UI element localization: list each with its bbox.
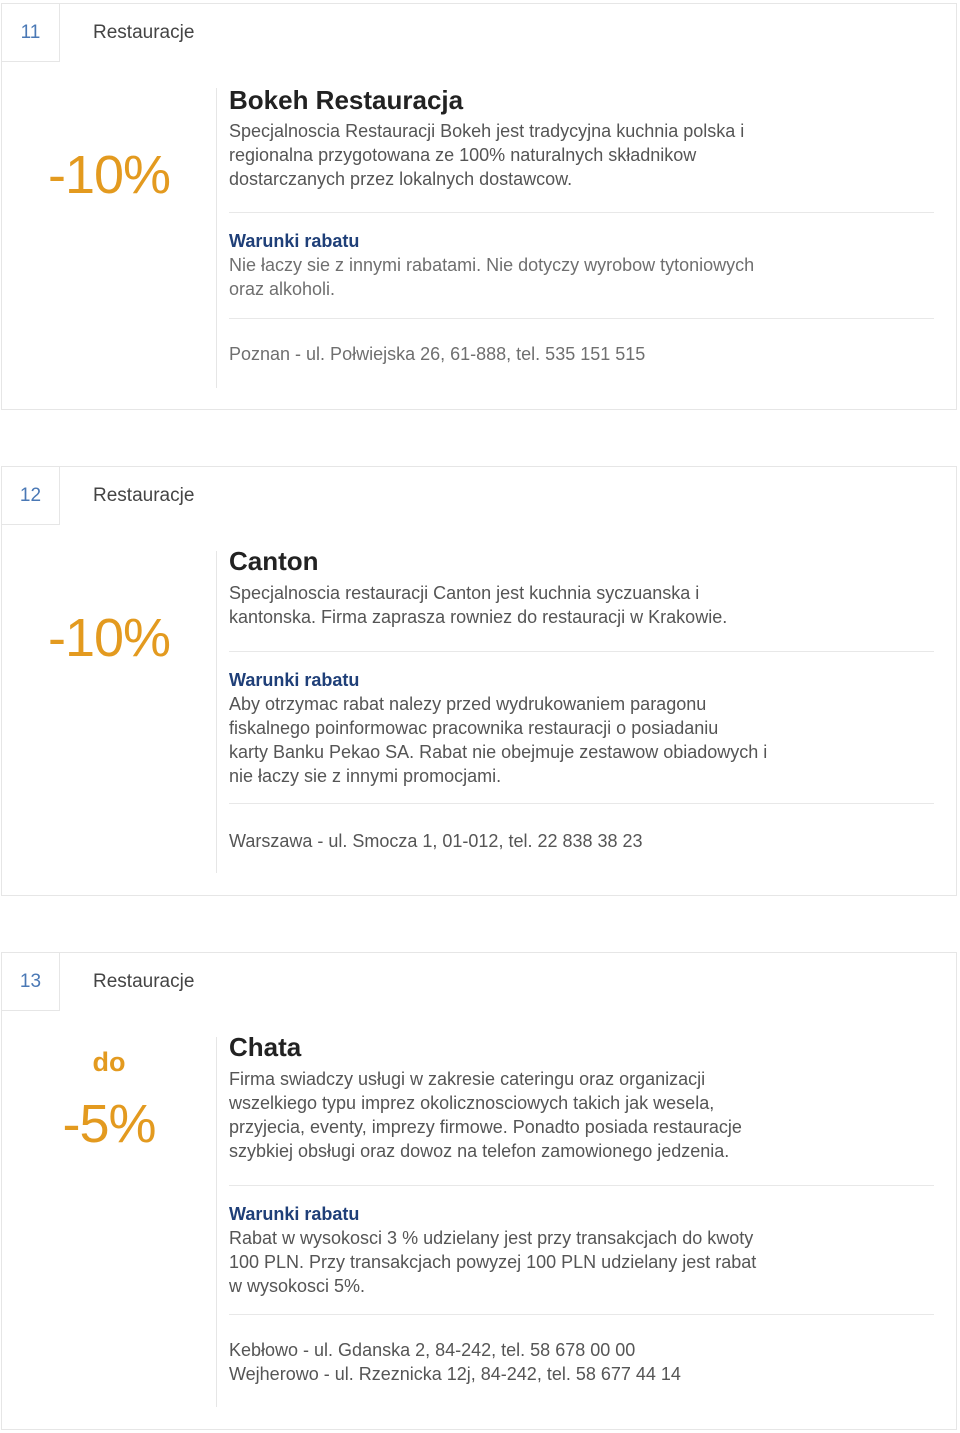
- address-line: Poznan - ul. Połwiejska 26, 61-888, tel. 535 151 515: [229, 344, 646, 364]
- description-line: Specjalnoscia restauracji Canton jest kuchnia syczuanska i: [229, 583, 700, 603]
- address-line: Kebłowo - ul. Gdanska 2, 84-242, tel. 58 678 00 00: [229, 1340, 636, 1360]
- description-line: kantonska. Firma zaprasza rowniez do restauracji w Krakowie.: [229, 607, 728, 627]
- conditions-line: oraz alkoholi.: [229, 279, 336, 299]
- address-line: Wejherowo - ul. Rzeznicka 12j, 84-242, tel. 58 677 44 14: [229, 1364, 681, 1384]
- listing-card: [1, 466, 957, 896]
- section-divider: [229, 1314, 934, 1315]
- listing-content: [229, 84, 934, 366]
- listing-header: [2, 953, 956, 1011]
- listing-category: Restauracje: [93, 971, 195, 992]
- listing-header: [2, 4, 956, 62]
- listing-number: 13: [2, 953, 60, 1011]
- listing-title: Chata: [229, 1032, 302, 1062]
- column-divider: [216, 1037, 217, 1407]
- listing-card: [1, 3, 957, 410]
- section-divider: [229, 318, 934, 319]
- listing-number: 12: [2, 467, 60, 525]
- listing-content: [229, 545, 934, 853]
- conditions-line: karty Banku Pekao SA. Rabat nie obejmuje zestawow obiadowych i: [229, 742, 768, 762]
- conditions-line: 100 PLN. Przy transakcjach powyzej 100 PLN udzielany jest rabat: [229, 1252, 757, 1272]
- description-line: dostarczanych przez lokalnych dostawcow.: [229, 169, 573, 189]
- column-divider: [216, 88, 217, 388]
- listing-description: [229, 1067, 934, 1163]
- listing-title: Canton: [229, 546, 319, 576]
- description-line: szybkiej obsługi oraz dowoz na telefon zamowionego jedzenia.: [229, 1141, 730, 1161]
- discount-value: -10%: [47, 608, 171, 668]
- description-line: Specjalnoscia Restauracji Bokeh jest tradycyjna kuchnia polska i: [229, 121, 745, 141]
- discount-prefix: do: [92, 1047, 126, 1077]
- listing-address: [229, 1338, 934, 1386]
- listing-content: [229, 1031, 934, 1386]
- column-divider: [216, 551, 217, 873]
- description-line: Firma swiadczy usługi w zakresie cateringu oraz organizacji: [229, 1069, 706, 1089]
- conditions-title: Warunki rabatu: [229, 231, 360, 251]
- conditions-line: w wysokosci 5%.: [229, 1276, 366, 1296]
- conditions-line: Rabat w wysokosci 3 % udzielany jest przy transakcjach do kwoty: [229, 1228, 754, 1248]
- section-divider: [229, 212, 934, 213]
- conditions-title: Warunki rabatu: [229, 670, 360, 690]
- conditions-line: Aby otrzymac rabat nalezy przed wydrukowaniem paragonu: [229, 694, 707, 714]
- listing-description: [229, 119, 934, 191]
- discount-value: -5%: [62, 1094, 156, 1154]
- conditions-text: [229, 253, 934, 301]
- conditions-line: fiskalnego poinformowac pracownika restauracji o posiadaniu: [229, 718, 719, 738]
- listing-card: [1, 952, 957, 1430]
- listing-description: [229, 581, 934, 629]
- conditions-title: Warunki rabatu: [229, 1204, 360, 1224]
- section-divider: [229, 1185, 934, 1186]
- discount-value: -10%: [47, 145, 171, 205]
- listing-address: [229, 342, 934, 366]
- listing-title: Bokeh Restauracja: [229, 85, 464, 115]
- conditions-line: nie łaczy sie z innymi promocjami.: [229, 766, 502, 786]
- listing-address: [229, 829, 934, 853]
- description-line: regionalna przygotowana ze 100% naturalnych składnikow: [229, 145, 697, 165]
- section-divider: [229, 803, 934, 804]
- conditions-text: [229, 1226, 934, 1298]
- listing-number: 11: [2, 4, 60, 62]
- listing-category: Restauracje: [93, 485, 195, 506]
- description-line: wszelkiego typu imprez okolicznosciowych takich jak wesela,: [229, 1093, 715, 1113]
- description-line: przyjecia, eventy, imprezy firmowe. Ponadto posiada restauracje: [229, 1117, 742, 1137]
- address-line: Warszawa - ul. Smocza 1, 01-012, tel. 22 838 38 23: [229, 831, 643, 851]
- conditions-text: [229, 692, 934, 788]
- listing-category: Restauracje: [93, 22, 195, 43]
- section-divider: [229, 651, 934, 652]
- listing-header: [2, 467, 956, 525]
- conditions-line: Nie łaczy sie z innymi rabatami. Nie dotyczy wyrobow tytoniowych: [229, 255, 755, 275]
